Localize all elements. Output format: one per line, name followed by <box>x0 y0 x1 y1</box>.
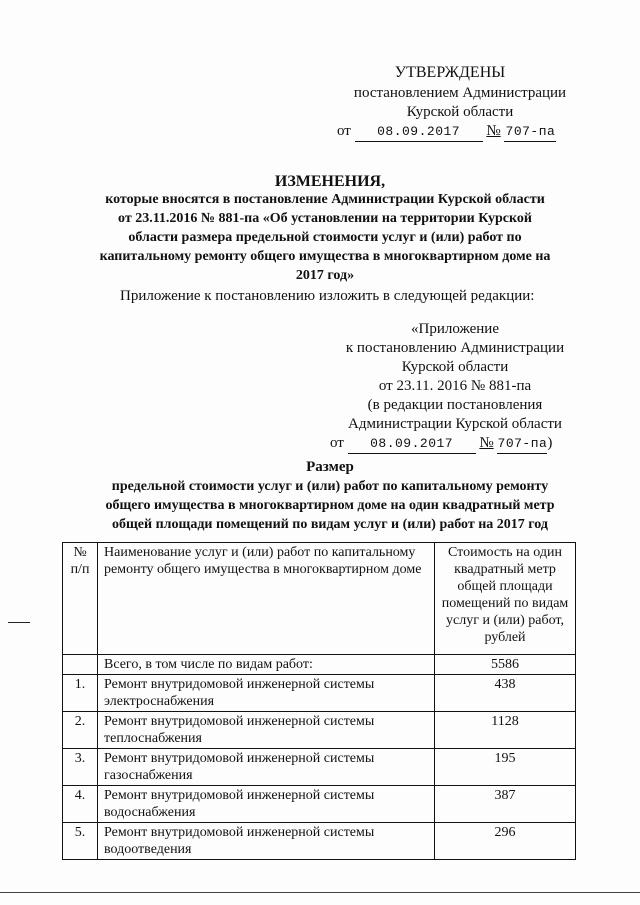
row-num: 1. <box>63 675 98 712</box>
approval-title: УТВЕРЖДЕНЫ <box>394 64 506 81</box>
annex-line-6: Администрации Курской области <box>348 416 562 432</box>
row-num: 2. <box>63 712 98 749</box>
size-heading <box>40 458 620 534</box>
changes-line-4: капитальному ремонту общего имущества в многоквартирном доме на <box>99 249 551 264</box>
row-name: Ремонт внутридомовой инженерной системы водоснабжения <box>98 786 435 823</box>
annex-line-1: «Приложение <box>410 321 499 337</box>
row-value: 195 <box>435 749 576 786</box>
changes-heading <box>40 172 620 192</box>
total-value: 5586 <box>435 655 576 675</box>
size-line-2: общего имущества в многоквартирном доме на один квадратный метр <box>105 498 555 513</box>
table-row <box>63 786 576 823</box>
changes-subtitle <box>40 190 610 285</box>
header-name: Наименование услуг и (или) работ по капитальному ремонту общего имущества в многоквартирном доме <box>98 543 435 655</box>
costs-table <box>62 542 576 860</box>
annex-line-3: Курской области <box>401 359 509 375</box>
approval-date-row <box>337 122 575 142</box>
row-num: 4. <box>63 786 98 823</box>
annex-date: 08.09.2017 <box>348 434 476 454</box>
changes-line-3: области размера предельной стоимости услуг и (или) работ по <box>128 230 522 245</box>
changes-title: ИЗМЕНЕНИЯ, <box>274 173 386 190</box>
approval-from-label: от <box>337 123 351 139</box>
size-title: Размер <box>306 459 354 475</box>
approval-block <box>337 62 575 142</box>
size-line-3: общей площади помещений по видам услуг и (или) работ на 2017 год <box>111 517 548 532</box>
row-name: Ремонт внутридомовой инженерной системы электроснабжения <box>98 675 435 712</box>
table-row <box>63 712 576 749</box>
annex-block <box>330 320 580 454</box>
annex-number: 707-па <box>497 434 547 454</box>
row-value: 438 <box>435 675 576 712</box>
header-cost: Стоимость на один квадратный метр общей площади помещений по видам услуг и (или) работ, рублей <box>435 543 576 655</box>
table-header-row <box>63 543 576 655</box>
table-row <box>63 823 576 860</box>
table-total-row <box>63 655 576 675</box>
header-num: № п/п <box>63 543 98 655</box>
row-value: 296 <box>435 823 576 860</box>
annex-date-row <box>330 434 580 454</box>
table-row <box>63 749 576 786</box>
table-row <box>63 675 576 712</box>
changes-line-5: 2017 год» <box>295 268 355 283</box>
row-num: 3. <box>63 749 98 786</box>
approval-number: 707-па <box>504 122 556 142</box>
annex-number-label: № <box>479 435 494 451</box>
row-name: Ремонт внутридомовой инженерной системы водоотведения <box>98 823 435 860</box>
size-line-1: предельной стоимости услуг и (или) работ по капитальному ремонту <box>111 479 549 494</box>
intro-text: Приложение к постановлению изложить в следующей редакции: <box>120 288 535 304</box>
total-num-cell <box>63 655 98 675</box>
row-name: Ремонт внутридомовой инженерной системы теплоснабжения <box>98 712 435 749</box>
changes-line-1: которые вносятся в постановление Администрации Курской области <box>105 192 545 207</box>
row-value: 1128 <box>435 712 576 749</box>
approval-number-label: № <box>486 123 501 139</box>
annex-line-2: к постановлению Администрации <box>345 340 565 356</box>
row-num: 5. <box>63 823 98 860</box>
margin-mark <box>8 622 30 623</box>
approval-line-1: постановлением Администрации <box>353 85 567 101</box>
annex-line-4: от 23.11. 2016 № 881-па <box>378 378 532 394</box>
annex-close-paren: ) <box>547 435 553 451</box>
total-label: Всего, в том числе по видам работ: <box>98 655 435 675</box>
row-name: Ремонт внутридомовой инженерной системы газоснабжения <box>98 749 435 786</box>
approval-line-2: Курской области <box>406 104 514 120</box>
bottom-scan-line <box>0 892 640 893</box>
annex-from-label: от <box>330 435 344 451</box>
annex-line-5: (в редакции постановления <box>367 397 543 413</box>
changes-line-2: от 23.11.2016 № 881-па «Об установлении на территории Курской <box>118 211 532 226</box>
row-value: 387 <box>435 786 576 823</box>
approval-date: 08.09.2017 <box>355 122 483 142</box>
